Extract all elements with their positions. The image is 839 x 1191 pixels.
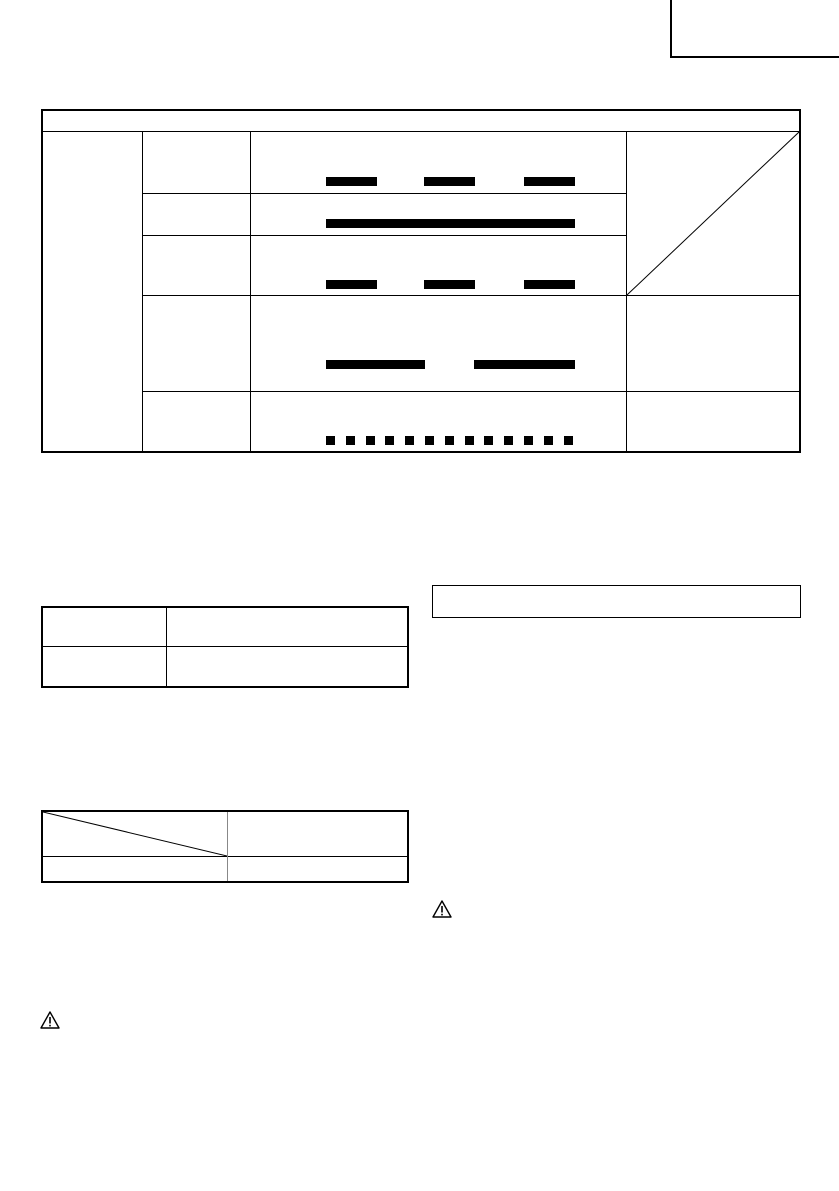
- lamp-on-dot: [366, 436, 375, 445]
- lamp-on-dot: [326, 436, 335, 445]
- lamp-on-segment: [424, 177, 475, 186]
- lamp-on-dot: [484, 436, 493, 445]
- lamp-on-segment: [524, 177, 575, 186]
- lamp-on-dot: [425, 436, 434, 445]
- lamp-on-segment: [326, 177, 377, 186]
- lamp-on-dot: [445, 436, 454, 445]
- page-corner-tab: [670, 0, 839, 58]
- column-divider-2: [250, 131, 251, 453]
- row-divider-4: [142, 391, 799, 392]
- column-divider-1: [142, 131, 143, 453]
- header-diagonal: [43, 812, 227, 856]
- lamp-on-segment: [424, 280, 475, 289]
- row-divider-1: [142, 193, 627, 194]
- row-divider-3: [142, 295, 799, 296]
- lamp-on-dot: [346, 436, 355, 445]
- spec-table-1: [41, 606, 409, 688]
- lamp-on-dot: [465, 436, 474, 445]
- lamp-on-segment: [326, 280, 377, 289]
- note-box: [432, 585, 801, 618]
- lamp-on-dot: [405, 436, 414, 445]
- warning-triangle-icon: [432, 900, 452, 918]
- lamp-on-dot: [544, 436, 553, 445]
- lamp-on-dot: [564, 436, 573, 445]
- lamp-on-dot: [385, 436, 394, 445]
- row-divider: [43, 856, 407, 857]
- lamp-on-segment: [474, 360, 575, 369]
- row-divider: [43, 646, 407, 647]
- lamp-on-dot: [524, 436, 533, 445]
- not-applicable-diagonal: [627, 132, 799, 295]
- lamp-on-segment: [326, 360, 425, 369]
- column-divider: [227, 812, 228, 881]
- warning-triangle-icon: [40, 1011, 60, 1029]
- lamp-indicator-table: [41, 109, 801, 453]
- lamp-signal-steady-on: [326, 219, 575, 228]
- lamp-on-dot: [504, 436, 513, 445]
- spec-table-2: [41, 810, 409, 883]
- row-divider-2: [142, 235, 627, 236]
- lamp-on-segment: [524, 280, 575, 289]
- column-divider: [166, 608, 167, 686]
